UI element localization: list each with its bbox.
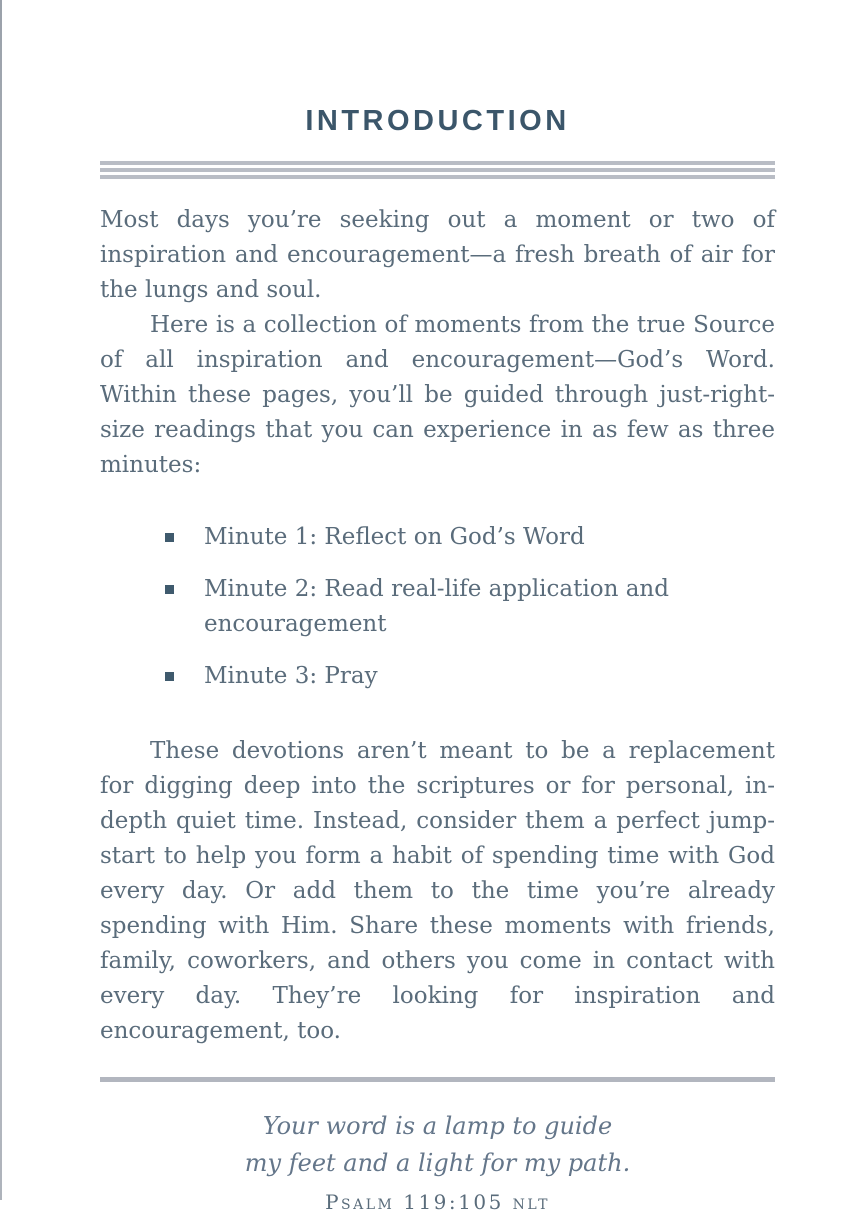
quote-line-2: my feet and a light for my path. <box>244 1149 631 1177</box>
paragraph-intro: Most days you’re seeking out a moment or two of inspiration and encouragement—a fresh breath of air for the lungs and soul. <box>100 207 775 303</box>
list-item-text: Minute 2: Read real-life application and encouragement <box>204 576 669 637</box>
page-title: INTRODUCTION <box>305 105 570 137</box>
top-divider <box>100 161 775 179</box>
bullet-square-icon <box>165 533 174 542</box>
quote-line-1: Your word is a lamp to guide <box>262 1112 613 1140</box>
body-text <box>100 203 775 1049</box>
paragraph-devotions: These devotions aren’t meant to be a replacement for digging deep into the scriptures or for personal, in-depth quiet time. Instead, consider them a perfect jump-start to help you form a habit of spending time with God every day. Or add them to the time you’re already spending with Him. Share these moments with friends, family, coworkers, and others you come in contact with every day. They’re looking for inspiration and encouragement, too. <box>100 738 775 1044</box>
list-item-minute-2 <box>100 572 775 642</box>
list-item-text: Minute 3: Pray <box>204 663 378 689</box>
bottom-divider <box>100 1077 775 1082</box>
bullet-square-icon <box>165 585 174 594</box>
list-item-text: Minute 1: Reflect on God’s Word <box>204 524 585 550</box>
divider-line <box>100 168 775 172</box>
scripture-quote <box>100 1108 775 1214</box>
paragraph-collection: Here is a collection of moments from the true Source of all inspiration and encouragement—God’s Word. Within these pages, you’ll be guided through just-right-size readings that you can experience in as few as three minutes: <box>100 312 775 478</box>
minutes-bullet-list <box>100 520 775 694</box>
bullet-square-icon <box>165 672 174 681</box>
divider-line <box>100 175 775 179</box>
list-item-minute-1 <box>100 520 775 555</box>
list-item-minute-3 <box>100 659 775 694</box>
divider-line <box>100 161 775 165</box>
scripture-reference: Psalm 119:105 nlt <box>325 1190 550 1214</box>
